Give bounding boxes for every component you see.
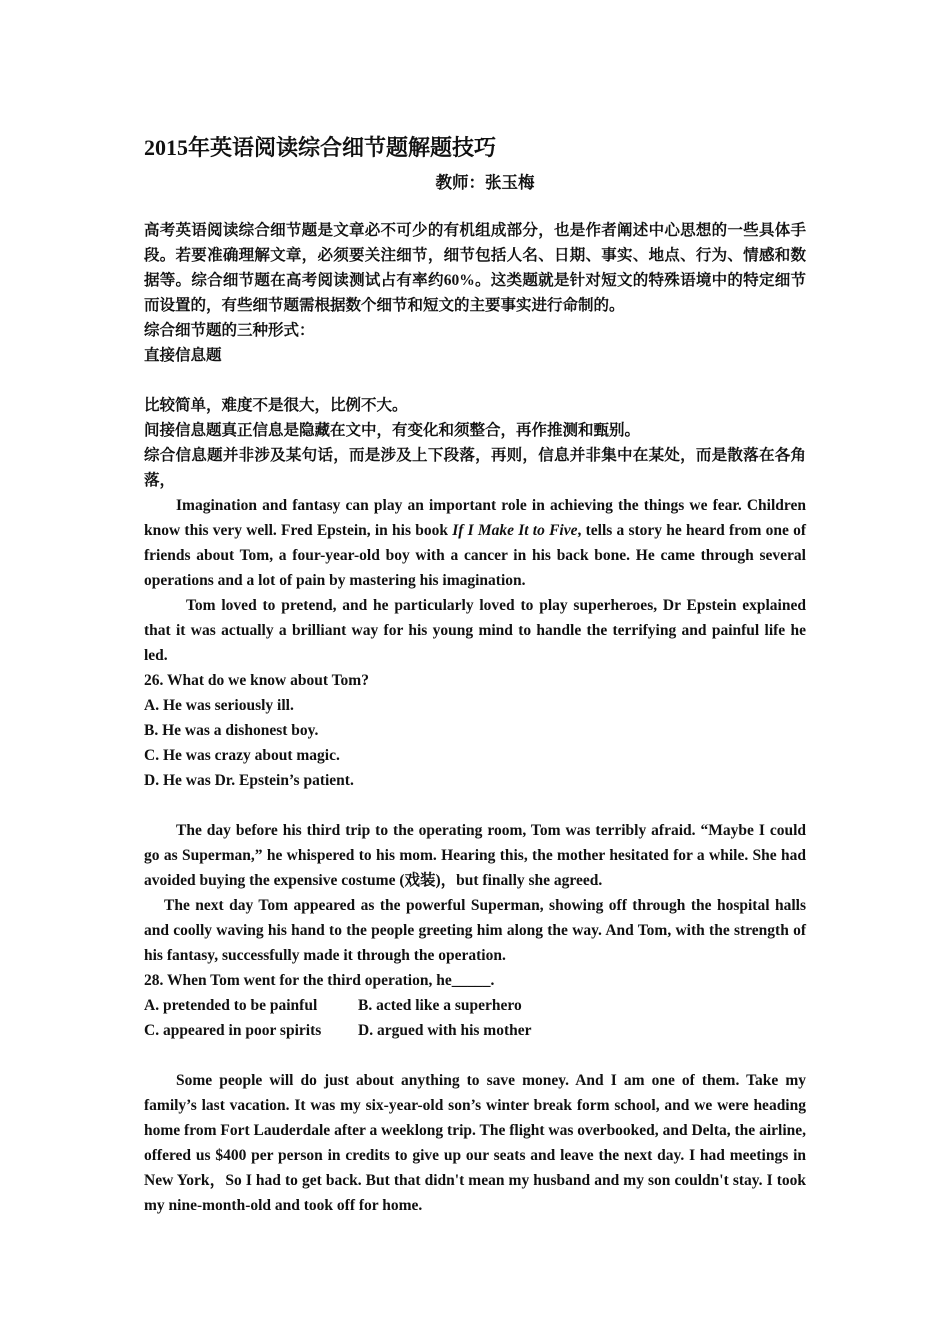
passage2-paragraph1: The day before his third trip to the operating room, Tom was terribly afraid. “Maybe I could go as Superman,” he whispered to his mom. Hearing this, the mother hesitated for a while. She had avoided buying the expensive costume (戏装)，but finally she agreed. — [144, 822, 806, 889]
forms-heading: 综合细节题的三种形式： — [144, 322, 315, 339]
passage1-text-b: , tells a story he heard from one of friends about Tom, a four-year-old boy with a cancer in his back bone. He came through several operations and a lot of pain by mastering his imagination. — [144, 522, 807, 589]
question-26: 26. What do we know about Tom? — [144, 672, 369, 689]
q26-option-c: C. He was crazy about magic. — [144, 747, 340, 764]
blank-line — [144, 1043, 806, 1068]
blank-line — [144, 793, 806, 818]
page-title: 2015年英语阅读综合细节题解题技巧 — [144, 135, 497, 160]
q26-option-a: A. He was seriously ill. — [144, 697, 294, 714]
q26-option-d: D. He was Dr. Epstein’s patient. — [144, 772, 354, 789]
form1-title: 直接信息题 — [144, 347, 222, 364]
passage1-paragraph1 — [144, 493, 806, 593]
passage3-paragraph1: Some people will do just about anything to save money. And I am one of them. Take my family’s last vacation. It was my six-year-old son’s winter break form school, and we were heading home from Fort Lauderdale after a weeklong trip. The flight was overbooked, and Delta, the airline, offered us $400 per person in credits to give up our seats and leave the next day. I had meetings in New York，So I had to get back. But that didn't mean my husband and my son couldn't stay. I took my nine-month-old and took off for home. — [144, 1072, 806, 1214]
q26-option-b: B. He was a dishonest boy. — [144, 722, 319, 739]
teacher-line: 教师：张玉梅 — [435, 173, 535, 192]
intro-paragraph: 高考英语阅读综合细节题是文章必不可少的有机组成部分，也是作者阐述中心思想的一些具体手段。若要准确理解文章，必须要关注细节，细节包括人名、日期、事实、地点、行为、情感和数据等。综合细节题在高考阅读测试占有率约60%。这类题就是针对短文的特殊语境中的特定细节而设置的，有些细节题需根据数个细节和短文的主要事实进行命制的。 — [144, 222, 806, 314]
q28-option-c: C. appeared in poor spirits — [144, 1022, 322, 1039]
q28-option-a: A. pretended to be painful — [144, 997, 318, 1014]
form3-description: 综合信息题并非涉及某句话，而是涉及上下段落，再则，信息并非集中在某处，而是散落在各角落， — [144, 447, 806, 489]
q28-options-row2 — [144, 1018, 806, 1043]
passage2-paragraph2: The next day Tom appeared as the powerful Superman, showing off through the hospital halls and coolly waving his hand to the people greeting him along the way. And Tom, with the strength of his fantasy, successfully made it through the operation. — [144, 897, 806, 964]
question-28: 28. When Tom went for the third operation, he_____. — [144, 972, 495, 989]
blank-line — [144, 368, 806, 393]
passage1-paragraph2: Tom loved to pretend, and he particularly loved to play superheroes, Dr Epstein explained that it was actually a brilliant way for his young mind to handle the terrifying and painful life he led. — [144, 597, 806, 664]
passage1-text-a: Imagination and fantasy can play an important role in achieving the things we fear. Children know this very well. Fred Epstein, in his book — [144, 497, 806, 539]
q28-option-d: D. argued with his mother — [358, 1022, 532, 1039]
q28-option-b: B. acted like a superhero — [358, 997, 522, 1014]
q28-options-row1 — [144, 993, 806, 1018]
form1-description: 比较简单，难度不是很大，比例不大。 — [144, 397, 408, 414]
document-page — [144, 132, 806, 1218]
form2-description: 间接信息题真正信息是隐藏在文中，有变化和须整合，再作推测和甄别。 — [144, 422, 641, 439]
book-title: If I Make It to Five — [452, 522, 578, 539]
